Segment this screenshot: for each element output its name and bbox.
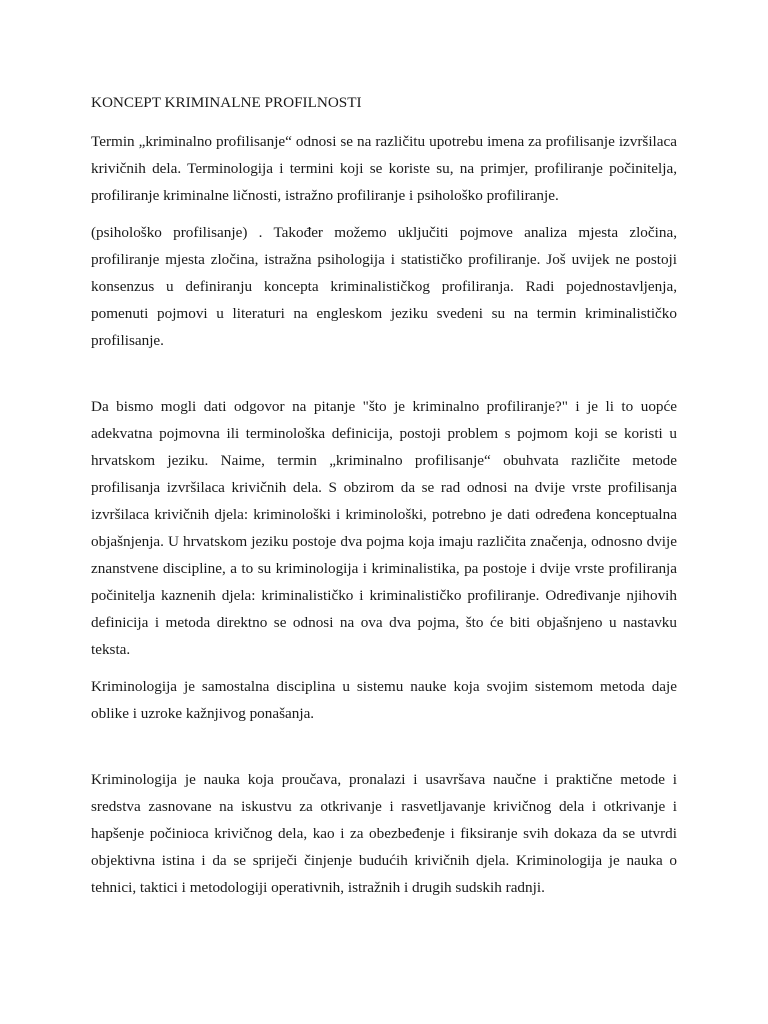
paragraph-2: (psihološko profilisanje) . Također možemo uključiti pojmove analiza mjesta zločina, profiliranje mjesta zločina, istražna psihologija i statističko profiliranje. Još uvijek ne postoji konsenzus u definiranju koncepta kriminalističkog profiliranja. Radi pojednostavljenja, pomenuti pojmovi u literaturi na engleskom jeziku svedeni su na termin kriminalističko profilisanje. [91, 224, 677, 349]
paragraph-spacer [91, 354, 677, 393]
paragraph-spacer [91, 727, 677, 766]
document-title: KONCEPT KRIMINALNE PROFILNOSTI [91, 94, 362, 111]
document-page [91, 92, 677, 901]
paragraph-spacer [91, 209, 677, 219]
paragraph-1: Termin „kriminalno profilisanje“ odnosi se na različitu upotrebu imena za profilisanje izvršilaca krivičnih dela. Terminologija i termini koji se koriste su, na primjer, profiliranje počinitelja, profiliranje kriminalne ličnosti, istražno profiliranje i psihološko profiliranje. [91, 133, 677, 204]
paragraph-4: Kriminologija je samostalna disciplina u sistemu nauke koja svojim sistemom metoda daje oblike i uzroke kažnjivog ponašanja. [91, 678, 677, 722]
paragraph-spacer [91, 663, 677, 673]
paragraph-3: Da bismo mogli dati odgovor na pitanje "što je kriminalno profiliranje?" i je li to uopće adekvatna pojmovna ili terminološka definicija, postoji problem s pojmom koji se koristi u hrvatskom jeziku. Naime, termin „kriminalno profilisanje“ obuhvata različite metode profilisanja izvršilaca krivičnih dela. S obzirom da se rad odnosi na dvije vrste profilisanja izvršilaca krivičnih djela: kriminološki i kriminološki, potrebno je dati određena konceptualna objašnjenja. U hrvatskom jeziku postoje dva pojma koja imaju različita značenja, odnosno dvije znanstvene discipline, a to su kriminologija i kriminalistika, pa postoje i dvije vrste profiliranja počinitelja kaznenih djela: kriminalističko i kriminalističko profiliranje. Određivanje njihovih definicija i metoda direktno se odnosi na ova dva pojma, što će biti objašnjeno u nastavku teksta. [91, 398, 677, 658]
paragraph-5: Kriminologija je nauka koja proučava, pronalazi i usavršava naučne i praktične metode i sredstva zasnovane na iskustvu za otkrivanje i rasvetljavanje krivičnog dela i otkrivanje i hapšenje počinioca krivičnog dela, kao i za obezbeđenje i fiksiranje svih dokaza da se utvrdi objektivna istina i da se spriječi činjenje budućih krivičnih djela. Kriminologija je nauka o tehnici, taktici i metodologiji operativnih, istražnih i drugih sudskih radnji. [91, 771, 677, 896]
